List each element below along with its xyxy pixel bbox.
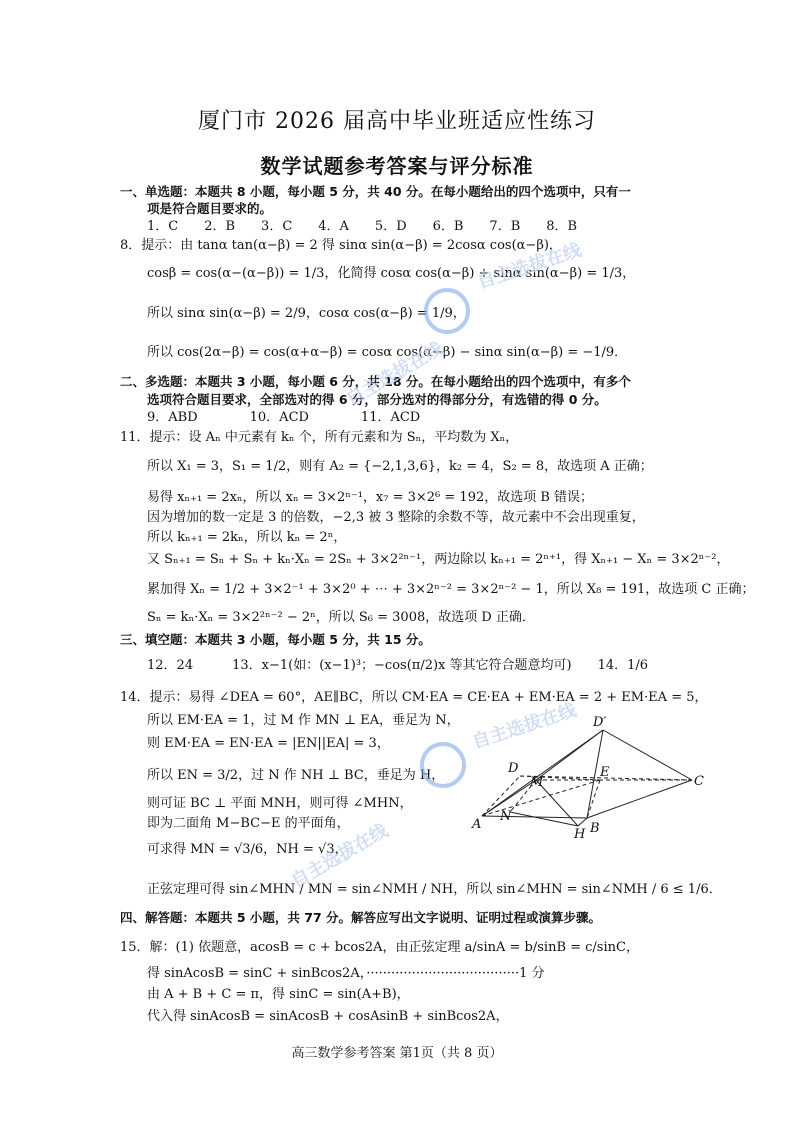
q8-hint-line: 8．提示：由 tanα tan(α−β) = 2 得 sinα sin(α−β) = 2cosα cos(α−β)， [120, 238, 562, 253]
q11-hint-line: 易得 xₙ₊₁ = 2xₙ，所以 xₙ = 3×2ⁿ⁻¹，x₇ = 3×2⁶ = 192，故选项 B 错误； [147, 490, 594, 505]
page-title: 厦门市 2026 届高中毕业班适应性练习 [198, 109, 596, 134]
fill-answers: 12．24 13．x−1(如：(x−1)³；−cos(π/2)x 等其它符合题意均可) 14．1/6 [147, 658, 649, 673]
label-d: D [508, 761, 519, 776]
watermark-logo-icon [424, 288, 470, 334]
section-4-heading: 四、解答题：本题共 5 小题，共 77 分。解答应写出文字说明、证明过程或演算步骤。 [120, 910, 602, 925]
q8-hint-line: cosβ = cos(α−(α−β)) = 1/3，化简得 cosα cos(α−β) + sinα sin(α−β) = 1/3， [147, 266, 636, 281]
page-subtitle: 数学试题参考答案与评分标准 [260, 154, 534, 178]
q14-hint-line: 可求得 MN = √3/6，NH = √3， [147, 842, 348, 857]
q14-hint-line: 则可证 BC ⊥ 平面 MNH，则可得 ∠MHN， [147, 796, 413, 811]
q11-hint-line: 所以 kₙ₊₁ = 2kₙ，所以 kₙ = 2ⁿ， [147, 530, 347, 545]
label-e: E [600, 765, 610, 780]
q8-hint-line: 所以 sinα sin(α−β) = 2/9，cosα cos(α−β) = 1/9， [147, 306, 466, 321]
q14-hint-line: 所以 EM·EA = 1，过 M 作 MN ⊥ EA，垂足为 N， [147, 713, 460, 728]
edge-d1-m [536, 730, 603, 780]
q14-hint-line: 正弦定理可得 sin∠MHN / MN = sin∠NMH / NH，所以 sin∠MHN = sin∠NMH / 6 ≤ 1/6． [147, 882, 722, 897]
edge-eb [587, 780, 600, 818]
q15-solution-line: 代入得 sinAcosB = sinAcosB + cosAsinB + sinBcos2A， [147, 1009, 509, 1024]
q14-hint-line: 14．提示：易得 ∠DEA = 60°，AE∥BC，所以 CM·EA = CE·EA + EM·EA = 2 + EM·EA = 5， [120, 690, 708, 705]
label-n: N [500, 809, 512, 824]
multi-answers: 9．ABD 10．ACD 11．ACD [147, 410, 421, 425]
section-1-heading: 一、单选题：本题共 8 小题，每小题 5 分，共 40 分。在每小题给出的四个选项中，只有一 [120, 184, 631, 199]
q14-hint-line: 则 EM·EA = EN·EA = |EN||EA| = 3， [147, 736, 390, 751]
mc-answers: 1．C 2．B 3．C 4．A 5．D 6．B 7．B 8．B [147, 219, 578, 234]
label-b: B [590, 821, 600, 836]
watermark-text: 自主选拔在线 [287, 820, 392, 893]
edge-d1-c [603, 730, 692, 780]
section-2-heading: 二、多选题：本题共 3 小题，每小题 6 分，共 18 分。在每小题给出的四个选项中，有多个 [120, 374, 631, 389]
q15-solution-line: 由 A + B + C = π，得 sinC = sin(A+B)， [147, 987, 410, 1002]
label-d-prime: D′ [593, 715, 607, 730]
q11-hint-line: 所以 X₁ = 3，S₁ = 1/2，则有 A₂ = {−2,1,3,6}，k₂ = 4，S₂ = 8，故选项 A 正确； [147, 459, 653, 474]
q14-hint-line: 所以 EN = 3/2，过 N 作 NH ⊥ BC，垂足为 H， [147, 768, 445, 783]
q11-hint-line: 又 Sₙ₊₁ = Sₙ + Sₙ + kₙ·Xₙ = 2Sₙ + 3×2²ⁿ⁻¹，两边除以 kₙ₊₁ = 2ⁿ⁺¹，得 Xₙ₊₁ − Xₙ = 3×2ⁿ⁻²， [147, 552, 730, 567]
edge-bc [587, 780, 692, 818]
watermark-text: 自主选拔在线 [474, 239, 585, 294]
watermark-logo-icon [420, 742, 466, 788]
label-h: H [574, 827, 586, 842]
label-m: M [530, 775, 544, 790]
q11-hint-line: 累加得 Xₙ = 1/2 + 3×2⁻¹ + 3×2⁰ + ⋯ + 3×2ⁿ⁻² = 3×2ⁿ⁻² − 1，所以 X₈ = 191，故选项 C 正确； [147, 582, 755, 597]
label-c: C [694, 774, 704, 789]
q14-hint-line: 即为二面角 M−BC−E 的平面角， [147, 816, 350, 831]
label-a: A [472, 817, 482, 832]
watermark-text: 自主选拔在线 [342, 338, 447, 411]
q8-hint-line: 所以 cos(2α−β) = cos(α+α−β) = cosα cos(α−β) − sinα sin(α−β) = −1/9． [147, 345, 628, 360]
section-3-heading: 三、填空题：本题共 3 小题，每小题 5 分，共 15 分。 [120, 632, 431, 647]
edge-hb [578, 818, 587, 826]
q11-hint-line: 11．提示：设 Aₙ 中元素有 kₙ 个，所有元素和为 Sₙ，平均数为 Xₙ， [120, 430, 519, 445]
page-footer: 高三数学参考答案 第1页（共 8 页） [291, 1046, 503, 1061]
watermark-text: 自主选拔在线 [469, 699, 580, 754]
q11-hint-line: Sₙ = kₙ·Xₙ = 3×2²ⁿ⁻² − 2ⁿ，所以 S₆ = 3008，故选项 D 正确． [147, 610, 535, 625]
section-2-heading-cont: 选项符合题目要求，全部选对的得 6 分，部分选对的得部分分，有选错的得 0 分。 [147, 392, 607, 407]
q11-hint-line: 因为增加的数一定是 3 的倍数，−2,3 被 3 整除的余数不等，故元素中不会出现重复， [147, 510, 645, 525]
q15-solution-line: 得 sinAcosB = sinC + sinBcos2A，·····································1 分 [147, 966, 545, 981]
q15-solution-line: 15．解：(1) 依题意，acosB = c + bcos2A，由正弦定理 a/sinA = b/sinB = c/sinC， [120, 940, 639, 955]
section-1-heading-cont: 项是符合题目要求的。 [147, 201, 273, 216]
